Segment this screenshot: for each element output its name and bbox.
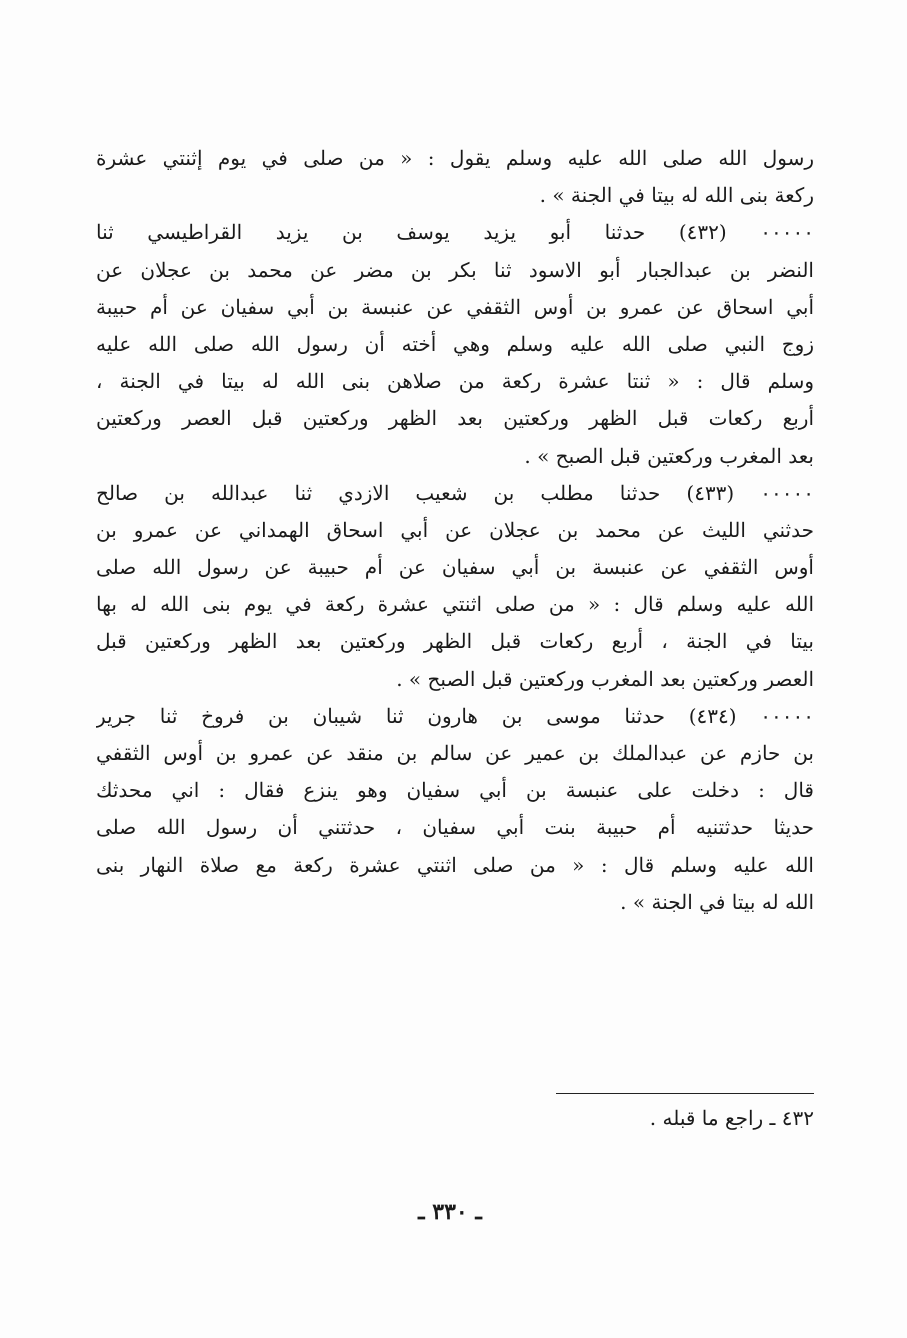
text-line: العصر وركعتين بعد المغرب وركعتين قبل الصبح » . <box>396 666 814 691</box>
hadith-heading-433: ٠٠٠٠٠ (٤٣٣) حدثنا مطلب بن شعيب الازدي ثنا عبدالله بن صالح <box>96 480 814 505</box>
page-number: ـ ٣٣٠ ـ <box>418 1199 482 1225</box>
text-line: بعد المغرب وركعتين قبل الصبح » . <box>524 443 814 468</box>
footnote-divider <box>556 1093 814 1094</box>
text-line: الله عليه وسلم قال : « من صلى اثنتي عشرة ركعة في يوم بنى الله له بها <box>96 592 814 617</box>
text-line: بن حازم عن عبدالملك بن عمير عن سالم بن منقد عن عمرو بن أوس الثقفي <box>96 741 814 765</box>
hadith-heading-432: ٠٠٠٠٠ (٤٣٢) حدثنا أبو يزيد يوسف بن يزيد القراطيسي ثنا <box>96 220 814 245</box>
text-line: أوس الثقفي عن عنبسة بن أبي سفيان عن أم حبيبة عن رسول الله صلى <box>96 555 814 580</box>
footnote: ٤٣٢ ـ راجع ما قبله . <box>649 1106 814 1130</box>
text-line: الله عليه وسلم قال : « من صلى اثنتي عشرة ركعة مع صلاة النهار بنى <box>96 852 814 877</box>
text-line: رسول الله صلى الله عليه وسلم يقول : « من صلى في يوم إثنتي عشرة <box>96 146 814 170</box>
text-line: ركعة بنى الله له بيتا في الجنة » . <box>539 183 814 208</box>
text-line: النضر بن عبدالجبار أبو الاسود ثنا بكر بن مضر عن محمد بن عجلان عن <box>96 257 814 282</box>
text-line: وسلم قال : « ثنتا عشرة ركعة من صلاهن بنى الله له بيتا في الجنة ، <box>96 369 814 394</box>
text-line: حدثني الليث عن محمد بن عجلان عن أبي اسحاق الهمداني عن عمرو بن <box>96 517 814 542</box>
text-line: أبي اسحاق عن عمرو بن أوس الثقفي عن عنبسة بن أبي سفيان عن أم حبيبة <box>96 294 814 319</box>
text-line: قال : دخلت على عنبسة بن أبي سفيان وهو ينزع فقال : اني محدثك <box>96 778 814 803</box>
hadith-heading-434: ٠٠٠٠٠ (٤٣٤) حدثنا موسى بن هارون ثنا شيبان بن فروخ ثنا جرير <box>96 703 814 728</box>
text-line: زوج النبي صلى الله عليه وسلم وهي أخته أن رسول الله صلى الله عليه <box>96 331 814 356</box>
text-line: أربع ركعات قبل الظهر وركعتين بعد الظهر وركعتين قبل العصر وركعتين <box>96 406 814 431</box>
text-line: الله له بيتا في الجنة » . <box>620 889 814 914</box>
main-text <box>96 140 814 921</box>
text-line: حديثا حدثتنيه أم حبيبة بنت أبي سفيان ، حدثتني أن رسول الله صلى <box>96 815 814 840</box>
text-line: بيتا في الجنة ، أربع ركعات قبل الظهر وركعتين بعد الظهر وركعتين قبل <box>96 629 814 654</box>
